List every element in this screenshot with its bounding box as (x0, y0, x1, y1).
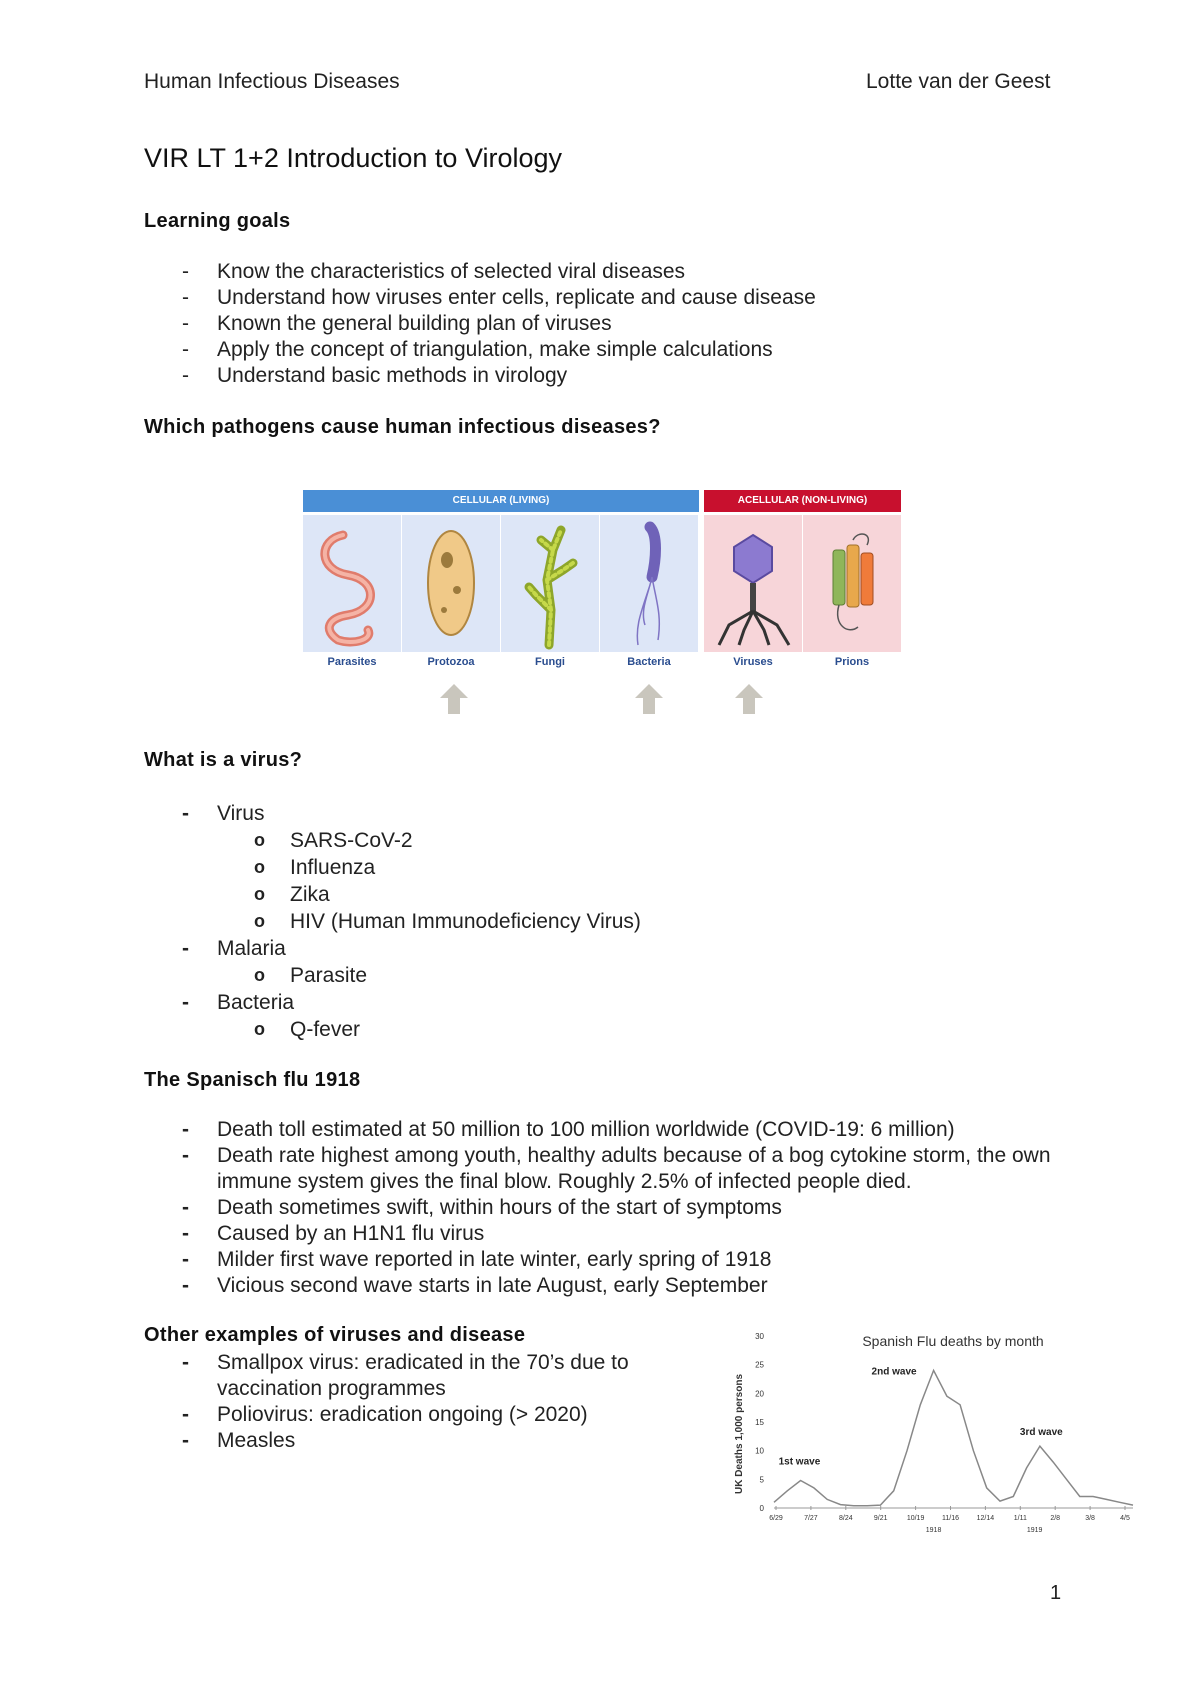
y-tick-label: 20 (755, 1389, 764, 1399)
learning-goals-list (144, 259, 1064, 389)
year-label-1919: 1919 (1026, 1527, 1043, 1534)
fungi-icon (501, 515, 599, 652)
virus-list (144, 800, 1064, 1043)
protozoa-icon (402, 515, 500, 652)
list-item: - Smallpox virus: eradicated in the 70’s due to vaccination programmes (182, 1351, 629, 1400)
spanish-flu-heading: The Spanisch flu 1918 (144, 1069, 361, 1091)
malaria-sub-list (217, 962, 1064, 989)
chart-title: Spanish Flu deaths by month (862, 1333, 1044, 1349)
annotation-3rd-wave: 3rd wave (1019, 1427, 1063, 1439)
list-item: - Death toll estimated at 50 million to 100 million worldwide (COVID-19: 6 million) (182, 1118, 955, 1141)
pathogens-heading: Which pathogens cause human infectious diseases? (144, 416, 661, 438)
other-examples-heading: Other examples of viruses and disease (144, 1324, 526, 1346)
list-item: o Influenza (254, 856, 376, 879)
chart-series-line (774, 1370, 1133, 1505)
x-tick-label: 12/14 (976, 1515, 995, 1522)
list-item: - Milder first wave reported in late winter, early spring of 1918 (182, 1248, 772, 1271)
list-item: - Death sometimes swift, within hours of the start of symptoms (182, 1196, 782, 1219)
prion-icon (803, 515, 901, 652)
prion-cell (803, 515, 901, 652)
y-tick-label: 25 (755, 1360, 764, 1370)
doc-header-author: Lotte van der Geest (866, 70, 1051, 93)
list-item: o HIV (Human Immunodeficiency Virus) (254, 910, 641, 933)
page-title: VIR LT 1+2 Introduction to Virology (144, 143, 562, 173)
y-tick-label: 5 (759, 1475, 764, 1485)
acellular-banner: ACELLULAR (NON-LIVING) (704, 490, 901, 512)
pathogen-label-protozoa: Protozoa (427, 656, 475, 668)
annotation-2nd-wave: 2nd wave (871, 1366, 917, 1378)
fungi-cell (501, 515, 599, 652)
y-tick-label: 10 (755, 1446, 764, 1456)
arrow-up-icon (635, 684, 663, 714)
arrow-up-icon (440, 684, 468, 714)
list-item: - Apply the concept of triangulation, make simple calculations (182, 338, 773, 361)
x-tick-label: 2/8 (1050, 1515, 1061, 1522)
virus-icon (704, 515, 802, 652)
chart-ylabel: UK Deaths 1,000 persons (734, 1373, 745, 1495)
cellular-banner: CELLULAR (LIVING) (303, 490, 699, 512)
list-item: o SARS-CoV-2 (254, 829, 413, 852)
year-label-1918: 1918 (925, 1527, 942, 1534)
doc-header-course: Human Infectious Diseases (144, 70, 400, 93)
y-tick-label: 15 (755, 1418, 764, 1427)
list-item: - Understand basic methods in virology (182, 364, 568, 387)
list-item: - Poliovirus: eradication ongoing (> 2020) (182, 1403, 588, 1426)
pathogen-label-bacteria: Bacteria (627, 656, 671, 668)
bacteria-sub-list (217, 1016, 1064, 1043)
y-tick-label: 0 (759, 1504, 764, 1513)
bacteria-cell (600, 515, 698, 652)
list-item: - Malaria o Parasite (144, 935, 1064, 989)
x-tick-label: 9/21 (873, 1515, 888, 1522)
list-item: - Death rate highest among youth, healthy adults because of a bog cytokine storm, the own immune system gives the final blow. Roughly 2.5% of infected people died. (182, 1144, 1051, 1193)
y-tick-label: 30 (755, 1332, 764, 1341)
x-tick-label: 4/5 (1120, 1515, 1130, 1522)
x-tick-label: 11/16 (942, 1515, 959, 1522)
x-tick-label: 6/29 (769, 1515, 783, 1522)
annotation-1st-wave: 1st wave (778, 1456, 821, 1468)
x-tick-label: 7/27 (804, 1515, 818, 1522)
x-tick-label: 8/24 (838, 1515, 853, 1522)
x-tick-label: 3/8 (1085, 1515, 1095, 1522)
list-item: - Bacteria o Q-fever (144, 989, 1064, 1043)
page-number: 1 (1050, 1582, 1062, 1604)
learning-goals-heading: Learning goals (144, 210, 291, 232)
virus-examples-list (217, 827, 1064, 935)
pathogen-label-parasites: Parasites (327, 656, 377, 668)
parasite-cell (303, 515, 401, 652)
list-item: - Know the characteristics of selected viral diseases (182, 260, 686, 283)
list-item: - Known the general building plan of viruses (182, 312, 612, 335)
arrow-up-icon (735, 684, 763, 714)
spanish-flu-chart (728, 1322, 1140, 1542)
list-item: o Zika (254, 883, 330, 906)
list-item: - Virus o SARS-CoV-2 o Influenza o Zika o HIV (Human Immunodeficiency Virus) (144, 800, 1064, 935)
what-is-virus-heading: What is a virus? (144, 749, 303, 771)
pathogen-label-fungi: Fungi (535, 656, 565, 668)
pathogen-label-viruses: Viruses (733, 656, 773, 668)
list-item: - Measles (182, 1429, 296, 1452)
pathogen-label-prions: Prions (834, 656, 870, 668)
x-tick-label: 10/19 (906, 1515, 925, 1522)
parasite-icon (303, 515, 401, 652)
list-item: - Vicious second wave starts in late August, early September (182, 1274, 768, 1297)
list-item: o Q-fever (254, 1018, 361, 1041)
other-examples-list (144, 1350, 684, 1454)
bacteria-icon (600, 515, 698, 652)
list-item: - Understand how viruses enter cells, replicate and cause disease (182, 286, 816, 309)
list-item: - Caused by an H1N1 flu virus (182, 1222, 485, 1245)
virus-cell (704, 515, 802, 652)
protozoa-cell (402, 515, 500, 652)
x-tick-label: 1/11 (1013, 1515, 1027, 1522)
spanish-flu-list (144, 1117, 1064, 1299)
list-item: o Parasite (254, 964, 368, 987)
